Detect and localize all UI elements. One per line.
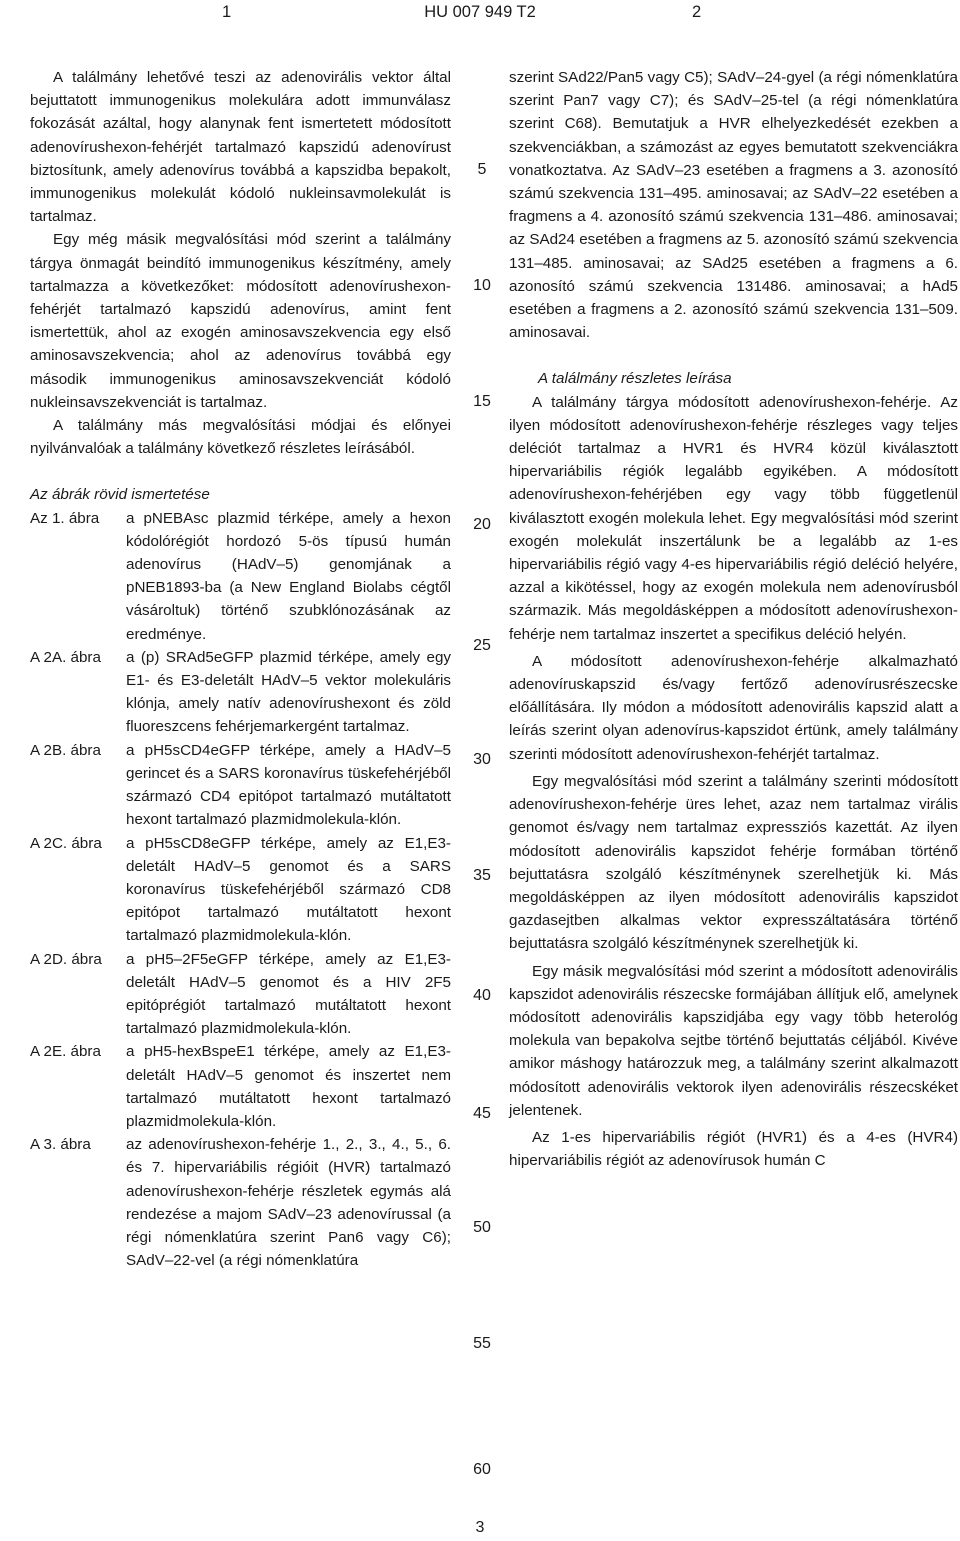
line-number: 25: [473, 637, 491, 654]
paragraph: Egy megvalósítási mód szerint a találmány szerinti módosított adenovírushexon-fehérje üres lehet, azaz nem tartalmaz virális genomot és/vagy nem tartalmaz expressziós kazettát. Az ilyen módosított adenovirális kapszidot fehérje formában történő bejuttatásra szolgáló készítménynek szerelhetjük ki. Más megoldásképpen az ilyen módosított adenovirális kapszidot gazdasejtben alkalmas vektor expresszáltatására történő bejuttatásra szolgáló készítménynek szerelhetjük ki.: [509, 772, 958, 953]
line-number: 50: [473, 1219, 491, 1236]
section-heading: Az ábrák rövid ismertetése: [30, 486, 210, 504]
figure-entry: [30, 1133, 451, 1272]
figure-label: A 2C. ábra: [30, 834, 102, 852]
paragraph: Egy másik megvalósítási mód szerint a módosított adenovirális kapszidot adenovirális részecske formájában állítjuk elő, amelynek módosított adenovirális kapszidjába egy vagy több heterológ molekula van bepakolva sejtbe történő bejuttatás céljából. Kivéve amikor máshogy határozzuk meg, a találmány szerint alkalmazott módosított adenovirális vektorok ilyen adenovirális részecskéket jelentenek.: [509, 962, 958, 1119]
paragraph: A találmány tárgya módosított adenovírushexon-fehérje. Az ilyen módosított adenovírushexon-fehérje részleges vagy teljes deléciót tartalmaz a HVR1 és HVR4 közül kiválasztott hipervariábilis régiók legalább egyikében. A módosított adenovírushexon-fehérjében egy vagy több függetlenül kiválasztott exogén molekula lehet. Egy megvalósítási mód szerint exogén molekulát inszertálunk be a legalább az 1-es hipervariábilis régió vagy 4-es hipervariábilis régió deléció helyére, azzal a kikötéssel, hogy az exogén molekula nem adenovírusból származik. Más megoldásképpen a módosított adenovírushexon-fehérje nem tartalmaz inszertet a specifikus deléció helyén.: [509, 393, 958, 643]
figure-label: A 2A. ábra: [30, 648, 101, 666]
header-patent-id: HU 007 949 T2: [424, 3, 536, 21]
figure-label: A 2E. ábra: [30, 1043, 101, 1061]
line-number: 45: [473, 1105, 491, 1122]
right-column: [509, 66, 958, 1172]
paragraph: A találmány más megvalósítási módjai és előnyei nyilvánvalóak a találmány következő részletes leírásából.: [30, 417, 451, 458]
paragraph-continuation: szerint SAd22/Pan5 vagy C5); SAdV–24-gyel (a régi nómenklatúra szerint Pan7 vagy C7); és SAdV–25-tel (a régi nómenklatúra szerint C68). Bemutatjuk a HVR elhelyezkedését ezekben a szekvenciákban, a számozást az egyes bemutatott szekvenciákra vonatkoztatva. Az SAdV–23 esetében a fragmens a 3. azonosító számú szekvencia 131–495. aminosavai; az SAdV–22 esetében a fragmens a 4. azonosító számú szekvencia 131–486. aminosavai; az SAd24 esetében a fragmens az 5. azonosító számú szekvencia 131–485. aminosavai; az SAd25 esetében a fragmens a 6. azonosító számú szekvencia 131486. aminosavai; a hAd5 esetében a fragmens a 2. azonosító számú szekvencia 131–509. aminosavai.: [509, 69, 958, 342]
line-number: 55: [473, 1335, 491, 1352]
figure-entry: [30, 1040, 451, 1133]
figure-entry: [30, 739, 451, 832]
figure-label: Az 1. ábra: [30, 509, 100, 527]
header-page-left: 1: [222, 3, 232, 21]
figure-label: A 3. ábra: [30, 1136, 91, 1154]
figure-label: A 2B. ábra: [30, 741, 101, 759]
figure-entry: [30, 832, 451, 948]
figure-description: a pH5sCD8eGFP térképe, amely az E1,E3-deletált HAdV–5 genomot és a SARS koronavírus tüskefehérjéből származó CD8 epitópot tartalmazó mutáltatott hexont tartalmazó plazmidmolekula-klón.: [126, 834, 451, 945]
line-number: 15: [473, 393, 491, 410]
left-column: [30, 66, 451, 1272]
figure-description: a (p) SRAd5eGFP plazmid térképe, amely egy E1- és E3-deletált HAdV–5 vektor molekuláris klónja, amely natív adenovírushexont és zöld fluoreszcens fehérjemarkergént tartalmaz.: [126, 648, 451, 736]
line-number: 60: [473, 1461, 491, 1478]
line-number: 40: [473, 987, 491, 1004]
line-number: 35: [473, 867, 491, 884]
paragraph: A módosított adenovírushexon-fehérje alkalmazható adenovíruskapszid és/vagy fertőző adenovírusrészecske előállítására. Ily módon a módosított adenovirális kapszid alatt a leírás szerint olyan adenovírus-kapszidot értünk, amely találmány szerinti módosított adenovírushexon-fehérjét tartalmaz.: [509, 652, 958, 763]
figure-description: a pH5-hexBspeE1 térképe, amely az E1,E3-deletált HAdV–5 genomot és inszertet nem tartalmazó mutáltatott hexont tartalmazó plazmidmolekula-klón.: [126, 1043, 451, 1130]
figure-entry: [30, 646, 451, 739]
figure-description: a pH5–2F5eGFP térképe, amely az E1,E3-deletált HAdV–5 genomot és a HIV 2F5 epitóprégiót tartalmazó mutáltatott hexont tartalmazó plazmidmolekula-klón.: [126, 950, 451, 1038]
figure-entry: [30, 948, 451, 1041]
figure-description: a pNEBAsc plazmid térképe, amely a hexon kódolórégiót hordozó 5-ös típusú humán adenovírus (HAdV–5) genomjának a pNEB1893-ba (a New England Biolabs cégtől vásároltuk) történő szubklónozásának az eredménye.: [126, 509, 451, 643]
paragraph: Az 1-es hipervariábilis régiót (HVR1) és a 4-es (HVR4) hipervariábilis régiót az adenovírusok humán C: [509, 1128, 958, 1170]
paragraph: Egy még másik megvalósítási mód szerint a találmány tárgya önmagát beindító immunogenikus készítmény, amely tartalmazza a következőket: módosított adenovírushexon-fehérjét tartalmazó kapszidú adenovírus, amint fent ismertettük, ahol az exogén aminosavszekvencia egy első aminosavszekvencia; ahol az adenovírus továbbá egy második immunogenikus aminosavszekvenciát kódoló nukleinsavszekvenciát is tartalmaz.: [30, 231, 451, 411]
line-number: 30: [473, 751, 491, 768]
line-number: 10: [473, 277, 491, 294]
figure-description: az adenovírushexon-fehérje 1., 2., 3., 4., 5., 6. és 7. hipervariábilis régióit (HVR) tartalmazó adenovírushexon-fehérje részletek egymás alá rendezése a majom SAdV–23 adenovírussal (a régi nómenklatúra szerint Pan6 vagy C6); SAdV–22-vel (a régi nómenklatúra: [126, 1136, 451, 1270]
paragraph: A találmány lehetővé teszi az adenovirális vektor által bejuttatott immunogenikus molekulára adott immunválasz fokozását azáltal, hogy alanynak fent ismertetett módosított adenovírushexon-fehérjét tartalmazó kapszidú adenovírust biztosítunk, amely adenovírus továbbá a kapszidba bepakolt, immunogenikus molekulát kódoló nukleinsavmolekulát is tartalmaz.: [30, 69, 451, 226]
page-number: 3: [475, 1519, 485, 1536]
header-page-right: 2: [692, 3, 702, 21]
figure-label: A 2D. ábra: [30, 950, 102, 968]
line-number: 20: [473, 516, 491, 533]
figure-description: a pH5sCD4eGFP térképe, amely a HAdV–5 gerincet és a SARS koronavírus tüskefehérjéből származó CD4 epitópot tartalmazó mutáltatott hexont tartalmazó plazmidmolekula-klón.: [126, 741, 451, 829]
line-number: 5: [477, 161, 487, 178]
figure-entry: [30, 507, 451, 646]
section-heading: A találmány részletes leírása: [538, 370, 732, 388]
